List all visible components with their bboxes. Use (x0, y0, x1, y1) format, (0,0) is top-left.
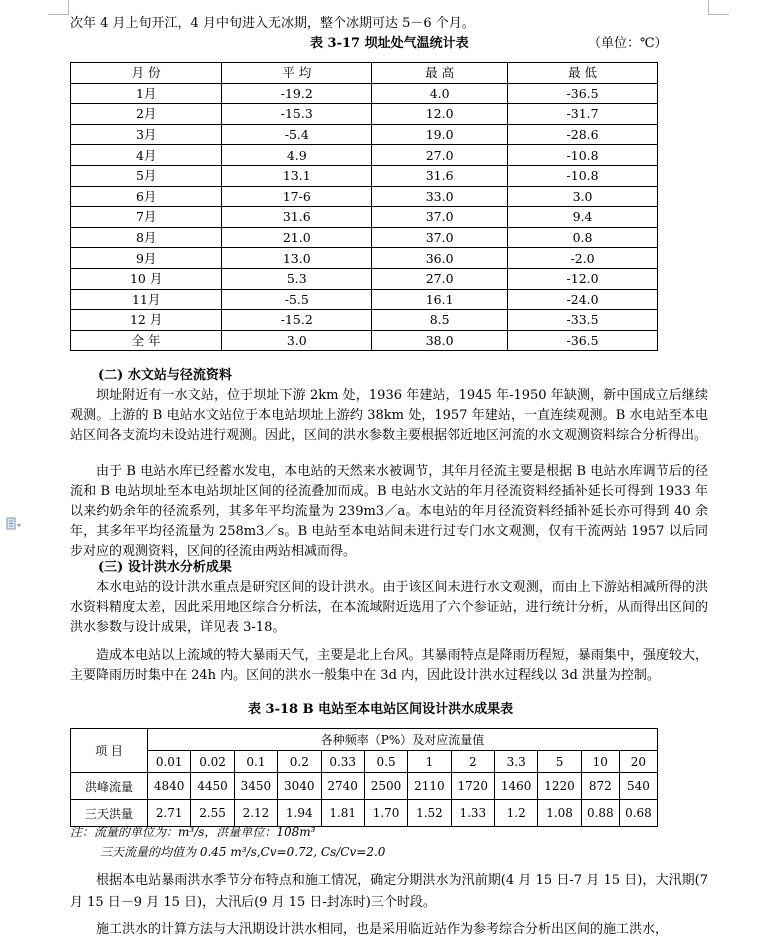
table-3-18-caption: 表 3-18 B 电站至本电站区间设计洪水成果表 (248, 702, 514, 717)
table-cell: 3.0 (508, 186, 658, 207)
table-3-18-note-2: 三天流量的均值为 0.45 m³/s,Cv=0.72, Cs/Cv=2.0 (100, 845, 386, 859)
row-label: 洪峰流量 (71, 773, 148, 800)
section-heading-flood: (三) 设计洪水分析成果 (98, 560, 232, 575)
table-cell: 5.3 (222, 268, 372, 289)
frequency-header: 1 (408, 751, 451, 773)
paragraph-closing-2: 施工洪水的计算方法与大汛期设计洪水相同，也是采用临近站作为参考综合分析出区间的施工洪水， (96, 922, 669, 937)
table-cell: 1.81 (321, 800, 364, 827)
paragraph-hydrology-1: 坝址附近有一水文站，位于坝址下游 2km 处，1936 年建站，1945 年-1950 年缺测，新中国成立后继续观测。上游的 B 电站水文站位于本电站坝址上游约 38km 处，1957 年建站，一直连续观测。B 水电站至本电站区间各支流均未设站进行观测。因此，区间的洪水参数主要根据邻近地区河流的水文观测资料综合分析得出。 (70, 388, 708, 443)
table-cell: 31.6 (222, 207, 372, 228)
table-cell: 4840 (148, 773, 191, 800)
table-cell: -5.5 (222, 289, 372, 310)
table-cell: -5.4 (222, 124, 372, 145)
frequency-header: 0.2 (278, 751, 321, 773)
table-cell: -31.7 (508, 104, 658, 125)
table-3-18-item-header: 项 目 (71, 729, 148, 773)
table-cell: 9.4 (508, 207, 658, 228)
table-cell: 1720 (451, 773, 494, 800)
table-cell: 27.0 (372, 268, 508, 289)
table-cell: -24.0 (508, 289, 658, 310)
table-row (71, 186, 658, 207)
table-row (71, 330, 658, 351)
frequency-header: 10 (581, 751, 619, 773)
table-3-17-unit: （单位：℃） (588, 36, 668, 51)
table-cell: 16.1 (372, 289, 508, 310)
table-cell: 1.94 (278, 800, 321, 827)
table-row (71, 248, 658, 269)
table-row (71, 165, 658, 186)
table-cell: 2740 (321, 773, 364, 800)
table-cell: 33.0 (372, 186, 508, 207)
frequency-header: 3.3 (495, 751, 538, 773)
table-cell: -15.3 (222, 104, 372, 125)
table-row (71, 227, 658, 248)
table-cell: 4450 (191, 773, 234, 800)
table-cell: 1.33 (451, 800, 494, 827)
table-cell: -28.6 (508, 124, 658, 145)
table-header-row (71, 63, 658, 84)
top-text: 次年 4 月上旬开江，4 月中旬进入无冰期，整个冰期可达 5－6 个月。 (70, 16, 475, 31)
frequency-header: 0.33 (321, 751, 364, 773)
table-cell: 全 年 (71, 330, 222, 351)
table-cell: 7月 (71, 207, 222, 228)
table-cell: 0.8 (508, 227, 658, 248)
table-cell: 10 月 (71, 268, 222, 289)
row-label: 三天洪量 (71, 800, 148, 827)
table-3-17-caption: 表 3-17 坝址处气温统计表 (310, 36, 469, 51)
table-cell: 4.0 (372, 83, 508, 104)
table-cell: 872 (581, 773, 619, 800)
table-cell: 37.0 (372, 207, 508, 228)
table-cell: -10.8 (508, 165, 658, 186)
table-cell: 4.9 (222, 145, 372, 166)
table-cell: 2月 (71, 104, 222, 125)
table-cell: 3450 (234, 773, 277, 800)
table-row (71, 310, 658, 331)
frequency-header: 0.5 (364, 751, 407, 773)
table-cell: 31.6 (372, 165, 508, 186)
table-cell: -2.0 (508, 248, 658, 269)
table-cell: 8月 (71, 227, 222, 248)
table-row (71, 124, 658, 145)
table-cell: 0.68 (619, 800, 657, 827)
table-3-17 (70, 62, 658, 351)
paragraph-flood-2: 造成本电站以上流域的特大暴雨天气，主要是北上台风。其暴雨特点是降雨历程短，暴雨集中，强度较大，主要降雨历时集中在 24h 内。区间的洪水一般集中在 3d 内，因此设计洪水过程线以 3d 洪量为控制。 (70, 648, 708, 683)
table-cell: 5月 (71, 165, 222, 186)
table-cell: 19.0 (372, 124, 508, 145)
table-cell: 2.12 (234, 800, 277, 827)
table-cell: 17-6 (222, 186, 372, 207)
table-cell: -10.8 (508, 145, 658, 166)
table-cell: 27.0 (372, 145, 508, 166)
table-cell: -36.5 (508, 330, 658, 351)
document-margin-icon[interactable] (6, 517, 22, 531)
column-header: 最 高 (372, 63, 508, 84)
table-cell: 1.2 (495, 800, 538, 827)
table-cell: 2.71 (148, 800, 191, 827)
frequency-header: 0.02 (191, 751, 234, 773)
table-cell: 11月 (71, 289, 222, 310)
table-cell: 36.0 (372, 248, 508, 269)
table-cell: 3月 (71, 124, 222, 145)
table-cell: 1.52 (408, 800, 451, 827)
table-cell: -12.0 (508, 268, 658, 289)
table-row (71, 104, 658, 125)
table-cell: 2.55 (191, 800, 234, 827)
frequency-header: 5 (538, 751, 581, 773)
table-cell: 1.08 (538, 800, 581, 827)
table-cell: 6月 (71, 186, 222, 207)
table-cell: 21.0 (222, 227, 372, 248)
paragraph-hydrology-2: 由于 B 电站水库已经蓄水发电，本电站的天然来水被调节，其年月径流主要是根据 B 电站水库调节后的径流和 B 电站坝址至本电站坝址区间的径流叠加而成。B 电站水文站的年月径流资料经插补延长可得到 1933 年以来约奶余年的径流系列，其多年平均流量为 239m3／a。本电站的年月径流资料经插补延长亦可得到 40 余年，其多年平均径流量为 258m3／s。B 电站至本电站间未进行过专门水文观测，仅有干流两站 1957 以后同步对应的观测资料，区间的径流由两站相减而得。 (70, 464, 708, 559)
table-cell: 37.0 (372, 227, 508, 248)
table-cell: -15.2 (222, 310, 372, 331)
table-cell: 8.5 (372, 310, 508, 331)
table-cell: 3040 (278, 773, 321, 800)
table-cell: 1月 (71, 83, 222, 104)
table-cell: 1460 (495, 773, 538, 800)
section-heading-hydrology: (二) 水文站与径流资料 (98, 368, 232, 383)
table-cell: 0.88 (581, 800, 619, 827)
table-row (71, 289, 658, 310)
table-row (71, 207, 658, 228)
frequency-header: 20 (619, 751, 657, 773)
paragraph-flood-1: 本水电站的设计洪水重点是研究区间的设计洪水。由于该区间未进行水文观测，而由上下游站相减所得的洪水资料精度太差，因此采用地区综合分析法，在本流域附近选用了六个参证站，进行统计分析，从而得出区间的洪水参数与设计成果，详见表 3-18。 (70, 580, 708, 635)
table-3-18 (70, 728, 658, 827)
page-corner-mark-left (48, 0, 69, 15)
table-row (71, 268, 658, 289)
frequency-header: 0.01 (148, 751, 191, 773)
table-cell: 1.70 (364, 800, 407, 827)
column-header: 月 份 (71, 63, 222, 84)
table-cell: 4月 (71, 145, 222, 166)
table-row (71, 83, 658, 104)
table-cell: 38.0 (372, 330, 508, 351)
frequency-header: 2 (451, 751, 494, 773)
frequency-header: 0.1 (234, 751, 277, 773)
table-cell: -19.2 (222, 83, 372, 104)
table-cell: 9月 (71, 248, 222, 269)
column-header: 最 低 (508, 63, 658, 84)
table-cell: 3.0 (222, 330, 372, 351)
table-cell: -33.5 (508, 310, 658, 331)
table-3-18-freq-header: 各种频率（P%）及对应流量值 (148, 729, 658, 751)
page-corner-mark-right (708, 0, 729, 15)
table-cell: 2500 (364, 773, 407, 800)
table-row (71, 145, 658, 166)
paragraph-closing-1: 根据本电站暴雨洪水季节分布特点和施工情况，确定分期洪水为汛前期(4 月 15 日-7 月 15 日)，大汛期(7 月 15 日－9 月 15 日)，大汛后(9 月 15 日-封冻时)三个时段。 (70, 873, 708, 910)
table-row (71, 773, 658, 800)
table-cell: 12 月 (71, 310, 222, 331)
table-cell: 13.1 (222, 165, 372, 186)
table-cell: 540 (619, 773, 657, 800)
table-cell: 12.0 (372, 104, 508, 125)
table-cell: -36.5 (508, 83, 658, 104)
table-cell: 2110 (408, 773, 451, 800)
column-header: 平 均 (222, 63, 372, 84)
table-cell: 13.0 (222, 248, 372, 269)
table-3-18-note-1: 注：流量的单位为：m³/s，洪量单位：108m³ (70, 825, 316, 839)
table-cell: 1220 (538, 773, 581, 800)
